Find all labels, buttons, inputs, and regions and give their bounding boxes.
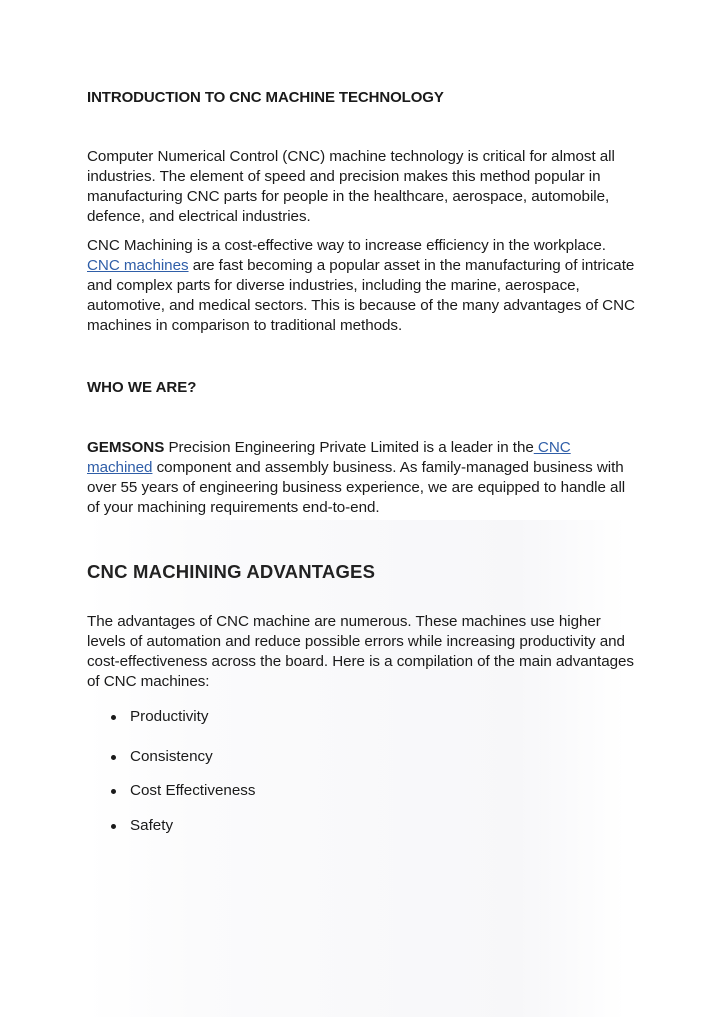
intro-paragraph-2 bbox=[87, 236, 637, 336]
cnc-machined-link[interactable]: CNC machined bbox=[87, 439, 571, 476]
who-we-are-text-rest: component and assembly business. As family-managed business with over 55 years of engineering business experience, we are equipped to handle all of your machining requirements end-to-end. bbox=[87, 459, 626, 516]
intro-paragraph-2-text: CNC Machining is a cost-effective way to increase efficiency in the workplace. bbox=[87, 237, 606, 254]
cnc-machines-link[interactable]: CNC machines bbox=[87, 257, 189, 274]
bullet-icon bbox=[111, 715, 116, 720]
list-item-label: Safety bbox=[130, 817, 174, 834]
brand-name: GEMSONS bbox=[87, 439, 165, 456]
advantages-paragraph: The advantages of CNC machine are numerous. These machines use higher levels of automation and reduce possible errors while increasing productivity and cost-effectiveness across the board. Here is a compilation of the main advantages of CNC machines: bbox=[87, 613, 634, 690]
intro-heading: INTRODUCTION TO CNC MACHINE TECHNOLOGY bbox=[87, 89, 444, 106]
list-item-label: Cost Effectiveness bbox=[130, 782, 256, 799]
list-item-label: Productivity bbox=[130, 708, 209, 725]
who-we-are-paragraph bbox=[87, 438, 637, 518]
bullet-icon bbox=[111, 789, 116, 794]
who-we-are-heading: WHO WE ARE? bbox=[87, 379, 197, 396]
advantages-heading: CNC MACHINING ADVANTAGES bbox=[87, 561, 376, 582]
background-shade bbox=[86, 520, 626, 1017]
bullet-icon bbox=[111, 755, 116, 760]
list-item-label: Consistency bbox=[130, 748, 213, 765]
intro-paragraph-1: Computer Numerical Control (CNC) machine technology is critical for almost all industries. The element of speed and precision makes this method popular in manufacturing CNC parts for people in the healthcare, aerospace, automobile, defence, and electrical industries. bbox=[87, 148, 615, 225]
intro-paragraph-2-rest: are fast becoming a popular asset in the manufacturing of intricate and complex parts for diverse industries, including the marine, aerospace, automotive, and medical sectors. This is because of the many advantages of CNC machines in comparison to traditional methods. bbox=[87, 257, 635, 334]
who-we-are-text: Precision Engineering Private Limited is a leader in the bbox=[164, 439, 534, 456]
bullet-icon bbox=[111, 824, 116, 829]
